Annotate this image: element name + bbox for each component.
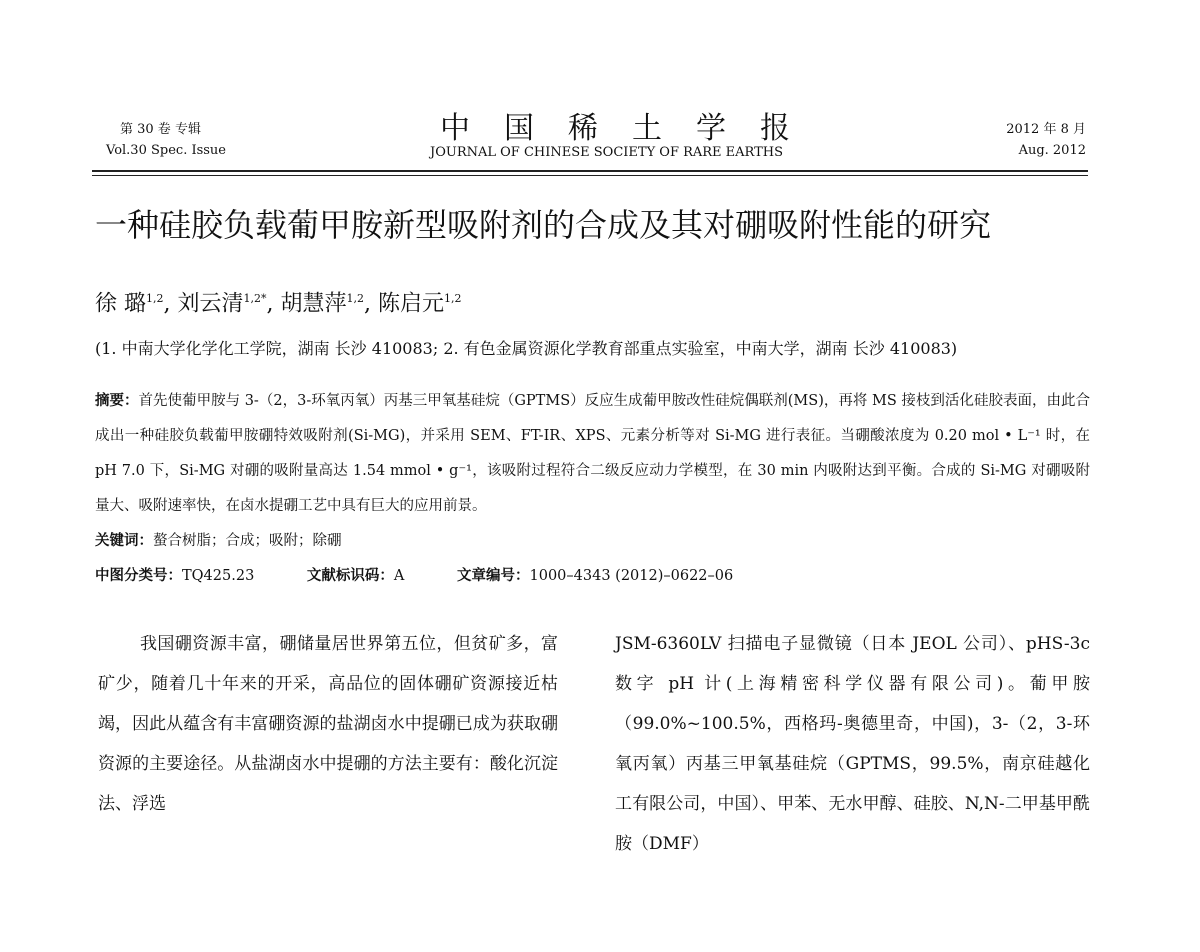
affiliation: (1. 中南大学化学化工学院，湖南 长沙 410083; 2. 有色金属资源化学教育部重点实验室，中南大学，湖南 长沙 410083) bbox=[95, 339, 958, 359]
author-name: 刘云清 bbox=[177, 291, 244, 317]
article-title: 一种硅胶负载葡甲胺新型吸附剂的合成及其对硼吸附性能的研究 bbox=[95, 206, 992, 244]
volume-en: Vol.30 Spec. Issue bbox=[106, 143, 226, 158]
article-no-label: 文章编号： bbox=[457, 568, 530, 585]
author-affiliation-mark: 1,2 bbox=[444, 292, 462, 305]
journal-title-en: JOURNAL OF CHINESE SOCIETY OF RARE EARTHS bbox=[430, 145, 784, 160]
date-en: Aug. 2012 bbox=[1018, 143, 1086, 158]
author-name: 胡慧萍 bbox=[280, 291, 347, 317]
author-list: 徐 璐$^{1,2}$, 刘云清$^{1,2*}$, 胡慧萍$^{1,2}$, 陈启元$^{1,2}$ bbox=[95, 291, 462, 317]
clc-value: TQ425.23 bbox=[182, 568, 255, 585]
date-cn: 2012 年 8 月 bbox=[1006, 122, 1086, 137]
abstract-label: 摘要： bbox=[95, 393, 139, 410]
clc-label: 中图分类号： bbox=[95, 568, 182, 585]
body-left-column: 我国硼资源丰富，硼储量居世界第五位，但贫矿多，富矿少，随着几十年来的开采，高品位的固体硼矿资源接近枯竭，因此从蕴含有丰富硼资源的盐湖卤水中提硼已成为获取硼资源的主要途径。从盐湖卤水中提硼的方法主要有：酸化沉淀法、浮选 bbox=[98, 634, 558, 815]
keywords bbox=[95, 524, 1090, 559]
header-rule-thin bbox=[92, 175, 1088, 176]
article-content bbox=[95, 206, 1090, 864]
header-rule bbox=[92, 170, 1088, 172]
article-no-value: 1000–4343 (2012)–0622–06 bbox=[529, 568, 734, 585]
body-right-column: JSM-6360LV 扫描电子显微镜（日本 JEOL 公司）、pHS-3c 数字 pH 计(上海精密科学仪器有限公司)。葡甲胺（99.0%~100.5%，西格玛-奥德里奇，中国)，3-（2，3-环氧丙氧）丙基三甲氧基硅烷（GPTMS，99.5%，南京硅越化工有限公司，中国）、甲苯、无水甲醇、硅胶、N,N-二甲基甲酰胺（DMF） bbox=[615, 634, 1090, 855]
volume-cn: 第 30 卷 专辑 bbox=[120, 122, 201, 137]
author-name: 徐 璐 bbox=[95, 291, 146, 317]
body-columns bbox=[95, 624, 1090, 864]
author-affiliation-mark: 1,2 bbox=[146, 292, 164, 305]
keywords-label: 关键词： bbox=[95, 533, 153, 550]
journal-title-cn: 中国稀土学报 bbox=[440, 111, 824, 146]
abstract bbox=[95, 384, 1090, 524]
author-affiliation-mark: 1,2 bbox=[346, 292, 365, 305]
keywords-text: 螯合树脂；合成；吸附；除硼 bbox=[153, 533, 342, 550]
abstract-text: 首先使葡甲胺与 3-（2，3-环氧丙氧）丙基三甲氧基硅烷（GPTMS）反应生成葡甲胺改性硅烷偶联剂(MS)，再将 MS 接枝到活化硅胶表面，由此合成出一种硅胶负载葡甲胺硼特效吸附剂(Si-MG)，并采用 SEM、FT-IR、XPS、元素分析等对 Si-MG 进行表征。当硼酸浓度为 0.20 mol • L⁻¹ 时，在 pH 7.0 下，Si-MG 对硼的吸附量高达 1.54 mmol • g⁻¹，该吸附过程符合二级反应动力学模型，在 30 min 内吸附达到平衡。合成的 Si-MG 对硼吸附量大、吸附速率快，在卤水提硼工艺中具有巨大的应用前景。 bbox=[95, 393, 1091, 515]
author-name: 陈启元 bbox=[378, 291, 445, 317]
doc-code-label: 文献标识码： bbox=[306, 568, 394, 585]
author-affiliation-mark: 1,2* bbox=[243, 292, 267, 305]
doc-code-value: A bbox=[393, 568, 405, 585]
classification-line bbox=[95, 559, 1090, 594]
